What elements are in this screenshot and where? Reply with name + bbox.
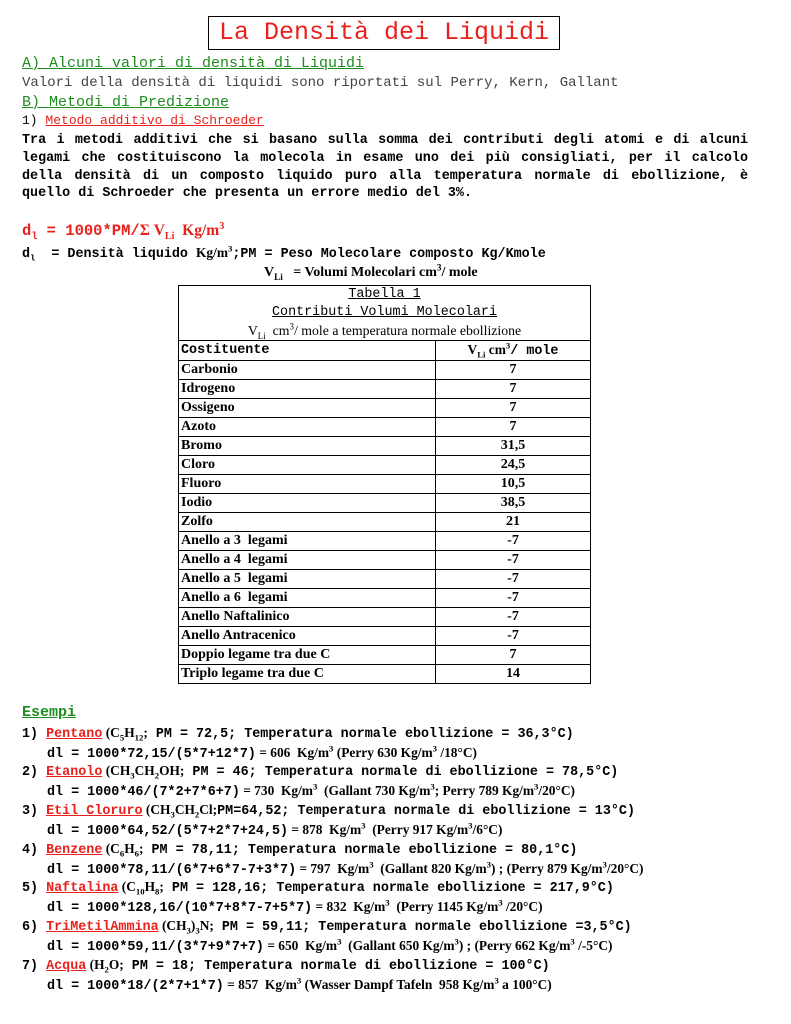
table-cell-volume: -7 [436,551,591,570]
table-caption-3: $V_{Li}$ $cm^3/$ mole a temperatura normale ebollizione [179,321,591,341]
table-cell-volume: 31,5 [436,437,591,456]
table-caption-1: Tabella 1 [179,286,591,304]
table-cell-constituent: Anello a 5 legami [179,570,436,589]
table-row [179,380,591,399]
example-formula: $(CH_3)_3N$; [158,918,214,936]
contributions-table [178,285,591,684]
table-row [179,589,591,608]
table-cell-constituent: Anello a 4 legami [179,551,436,570]
table-cell-volume: 7 [436,361,591,380]
method1-title: 1) Metodo additivo di Schroeder [22,113,264,128]
table-header-volume: $V_{Li}$ $cm^3/$ mole [436,341,591,361]
example-calculation: dl = 1000*78,11/(6*7+6*7-7+3*7) = 797 $Kg/m^3$ (Gallant 820 $Kg/m^3$) ; (Perry 879 $Kg/m^3/20^\circ C$) [47,859,644,878]
example-properties: PM = 72,5; Temperatura normale ebollizione = 36,3°C) [147,727,574,742]
table-row [179,513,591,532]
table-cell-volume: -7 [436,532,591,551]
table-cell-volume: 38,5 [436,494,591,513]
example-formula: ($H_2O$; [86,957,124,975]
table-row [179,608,591,627]
table-cell-volume: 7 [436,418,591,437]
example-item [22,840,644,880]
table-cell-volume: 21 [436,513,591,532]
table-row [179,494,591,513]
section-a-title: A) Alcuni valori di densità di Liquidi [22,55,365,72]
example-compound-name: Acqua [46,959,87,974]
table-cell-volume: -7 [436,589,591,608]
example-properties: PM = 46; Temperatura normale di ebollizione = 78,5°C) [184,765,619,780]
example-formula: ($C_6H_6$; [102,841,144,859]
legend-volumes: $V_{Li}$ = Volumi Molecolari $cm^3/$ mole [264,262,478,282]
table-cell-volume: 14 [436,665,591,684]
legend-density: $d_l$ = Densità liquido $Kg/m^3;PM$ = Peso Molecolare composto Kg/Kmole [22,243,546,264]
table-cell-volume: -7 [436,608,591,627]
example-calculation: dl = 1000*18/(2*7+1*7) = 857 $Kg/m^3$ (Wasser Dampf Tafeln 958 $Kg/m^3$ a 100°C) [47,975,552,994]
table-row [179,532,591,551]
table-cell-constituent: Anello Naftalinico [179,608,436,627]
example-header: 2) Etanolo ($CH_3CH_2OH$; PM = 46; Temperatura normale di ebollizione = 78,5°C) [22,763,619,781]
table-row [179,646,591,665]
example-properties: PM=64,52; Temperatura normale di ebollizione = 13°C) [217,804,635,819]
section-b-title: B) Metodi di Predizione [22,94,230,111]
table-cell-volume: -7 [436,627,591,646]
example-calculation: dl = 1000*59,11/(3*7+9*7+7) = 650 $Kg/m^3$ (Gallant 650 $Kg/m^3$) ; (Perry 662 $Kg/m^3$ /-5°C) [47,936,613,955]
example-properties: PM = 18; Temperatura normale di ebollizione = 100°C) [123,959,550,974]
table-row [179,399,591,418]
table-cell-constituent: Fluoro [179,475,436,494]
table-cell-constituent: Doppio legame tra due C [179,646,436,665]
table-cell-constituent: Triplo legame tra due C [179,665,436,684]
table-cell-constituent: Zolfo [179,513,436,532]
table-row [179,627,591,646]
example-properties: PM = 59,11; Temperatura normale ebollizione =3,5°C) [213,920,632,935]
example-calculation: dl = 1000*46/(7*2+7*6+7) = 730 $Kg/m^3$ (Gallant 730 $Kg/m^3$; Perry 789 $Kg/m^3/20^\circ C$) [47,781,575,800]
example-header: 5) Naftalina ($C_{10}H_8$; PM = 128,16; Temperatura normale ebollizione = 217,9°C) [22,879,614,897]
example-compound-name: TriMetilAmmina [46,920,159,935]
table-cell-constituent: Carbonio [179,361,436,380]
example-calculation: dl = 1000*128,16/(10*7+8*7-7+5*7) = 832 $Kg/m^3$ (Perry 1145 $Kg/m^3$ /20°C) [47,897,543,916]
table-row [179,361,591,380]
table-cell-constituent: Idrogeno [179,380,436,399]
example-properties: PM = 128,16; Temperatura normale ebollizione = 217,9°C) [163,881,614,896]
example-header: 7) Acqua ($H_2O$; PM = 18; Temperatura normale di ebollizione = 100°C) [22,957,550,975]
table-cell-volume: -7 [436,570,591,589]
example-header: 4) Benzene ($C_6H_6$; PM = 78,11; Temperatura normale ebollizione = 80,1°C) [22,841,578,859]
table-row [179,475,591,494]
table-cell-volume: 7 [436,399,591,418]
example-item [22,956,552,996]
example-header: 1) Pentano ($C_5H_{12}$; PM = 72,5; Temperatura normale ebollizione = 36,3°C) [22,725,574,743]
table-row [179,418,591,437]
table-cell-volume: 24,5 [436,456,591,475]
example-item [22,878,614,918]
table-cell-constituent: Bromo [179,437,436,456]
example-compound-name: Pentano [46,727,103,742]
table-row [179,551,591,570]
example-header: 3) Etil Cloruro ($CH_3CH_2Cl;PM=64,52$; Temperatura normale di ebollizione = 13°C) [22,802,635,820]
example-formula: ($C_{10}H_8$; [118,879,164,897]
page-title: La Densità dei Liquidi [208,16,560,50]
example-header: 6) TriMetilAmmina $(CH_3)_3N$; PM = 59,11; Temperatura normale ebollizione =3,5°C) [22,918,632,936]
example-formula: ($C_5H_{12}$; [102,725,148,743]
table-row [179,437,591,456]
table-cell-constituent: Iodio [179,494,436,513]
table-cell-volume: 7 [436,380,591,399]
example-formula: ($CH_3CH_2Cl$; [142,802,218,820]
table-cell-constituent: Anello Antracenico [179,627,436,646]
example-calculation: dl = 1000*72,15/(5*7+12*7) = 606 $Kg/m^3$ (Perry 630 $Kg/m^3$ /18°C) [47,743,477,762]
table-row [179,665,591,684]
method1-paragraph: Tra i metodi additivi che si basano sulla somma dei contributi degli atomi e di alcuni legami che costituiscono la molecola in esame uno dei più consigliati, per il calcolo della densità di un composto liquido puro alla temperatura normale di ebollizione, è quello di Schroeder che presenta un errore medio del 3%. [22,133,748,202]
table-cell-volume: 7 [436,646,591,665]
table-cell-constituent: Anello a 6 legami [179,589,436,608]
table-row [179,570,591,589]
table-cell-volume: 10,5 [436,475,591,494]
example-item [22,917,632,957]
table-header-constituent: Costituente [179,341,436,361]
table-caption-2: Contributi Volumi Molecolari [179,304,591,321]
examples-title: Esempi [22,704,77,721]
table-cell-constituent: Azoto [179,418,436,437]
example-compound-name: Naftalina [46,881,119,896]
table-cell-constituent: Anello a 3 legami [179,532,436,551]
example-calculation: dl = 1000*64,52/(5*7+2*7+24,5) = 878 $Kg/m^3$ (Perry 917 $Kg/m^3/6^\circ C$) [47,820,503,839]
example-compound-name: Etil Cloruro [46,804,143,819]
table-row [179,456,591,475]
main-formula: $d_l = 1000*PM/\Sigma$ $V_{Li}$ $Kg/m^3$ [22,220,225,244]
table-cell-constituent: Cloro [179,456,436,475]
example-item [22,801,635,841]
section-a-text: Valori della densità di liquidi sono riportati sul Perry, Kern, Gallant [22,75,619,91]
example-formula: ($CH_3CH_2OH$; [102,763,185,781]
example-compound-name: Benzene [46,843,103,858]
example-compound-name: Etanolo [46,765,103,780]
example-item [22,724,574,764]
table-cell-constituent: Ossigeno [179,399,436,418]
example-properties: PM = 78,11; Temperatura normale ebollizione = 80,1°C) [143,843,578,858]
example-item [22,762,618,802]
